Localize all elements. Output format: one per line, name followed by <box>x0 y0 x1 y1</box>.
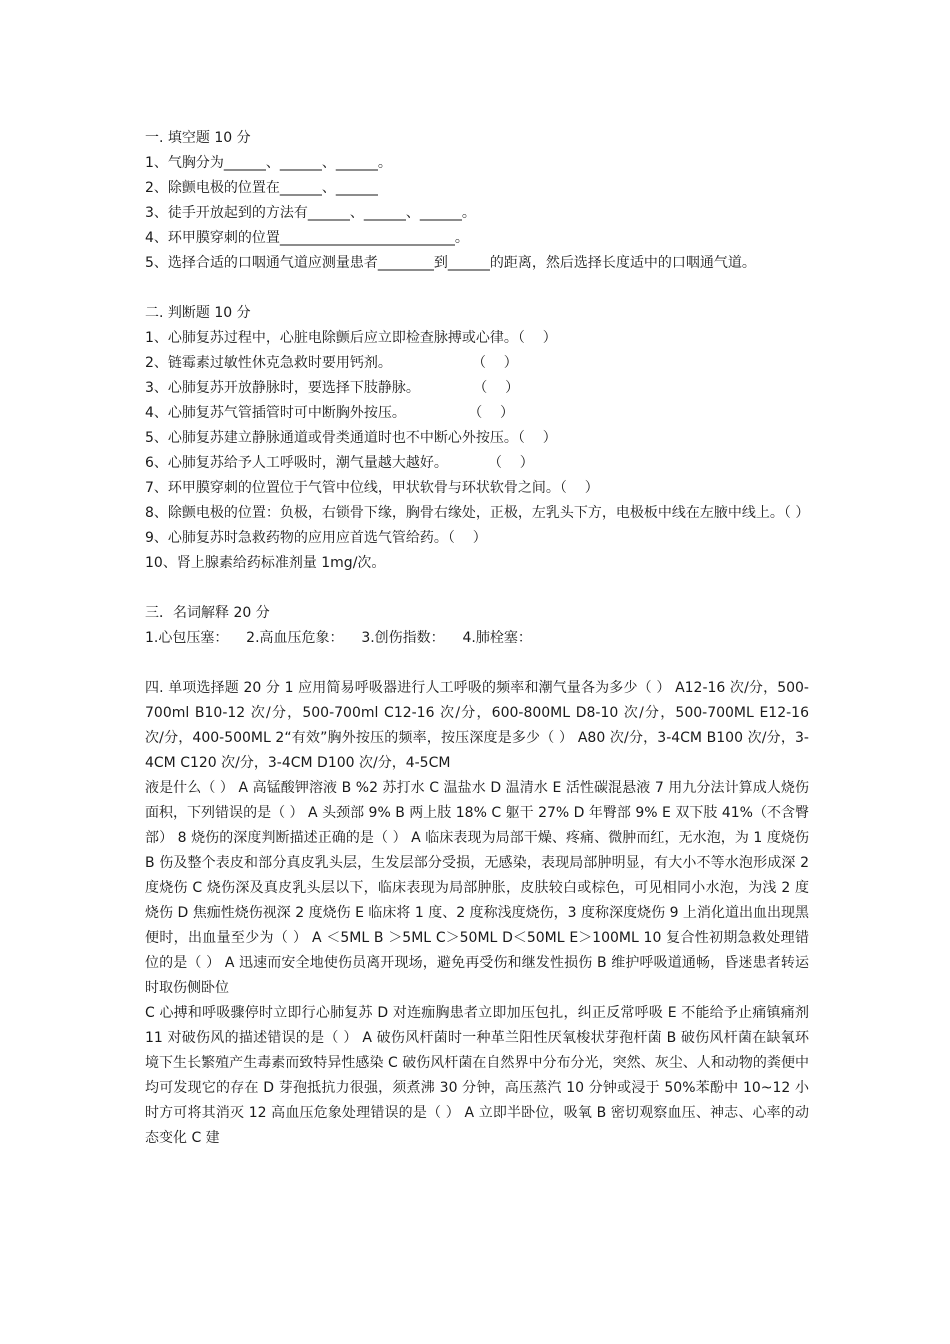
true-false-item-8: 8、除颤电极的位置：负极，右锁骨下缘，胸骨右缘处，正极，左乳头下方，电极板中线在左腋中线上。（ ） <box>145 505 810 521</box>
section4-paragraph-2: 液是什么（ ） A 高锰酸钾溶液 B %2 苏打水 C 温盐水 D 温清水 E 活性碳混悬液 7 用九分法计算成人烧伤面积，下列错误的是（ ） A 头颈部 9% B 两上肢 18% C 躯干 27% D 年臀部 9% E 双下肢 41%（不含臀部） 8 烧伤的深度判断描述正确的是（ ） A 临床表现为局部干燥、疼痛、微肿而红，无水泡，为 1 度烧伤 B 伤及整个表皮和部分真皮乳头层，生发层部分受损，无感染，表现局部肿明显，有大小不等水泡形成深 2 度烧伤 C 烧伤深及真皮乳头层以下，临床表现为局部肿胀，皮肤较白或棕色，可见相同小水泡，为浅 2 度烧伤 D 焦痂性烧伤视深 2 度烧伤 E 临床将 1 度、2 度称浅度烧伤，3 度称深度烧伤 9 上消化道出血出现黑便时，出血量至少为（ ） A ＜5ML B ＞5ML C＞50ML D＜50ML E＞100ML 10 复合性初期急救处理错位的是（ ） A 迅速而安全地使伤员离开现场，避免再受伤和继发性损伤 B 维护呼吸道通畅，昏迷患者转运时取伤侧卧位 <box>145 780 809 996</box>
section3-title: 三．名词解释 20 分 <box>145 605 270 621</box>
fill-blank-item-5: 5、选择合适的口咽通气道应测量患者________到______的距离，然后选择长度适中的口咽通气道。 <box>145 255 756 271</box>
fill-blank-item-1: 1、气胸分为______、______、______。 <box>145 155 392 171</box>
spacer <box>145 576 809 601</box>
spacer <box>145 276 809 301</box>
true-false-item-2: 2、链霉素过敏性休克急救时要用钙剂。 （ ） <box>145 355 518 371</box>
spacer <box>145 651 809 676</box>
true-false-item-3: 3、心肺复苏开放静脉时，要选择下肢静脉。 （ ） <box>145 380 520 396</box>
term-list: 1.心包压塞： 2.高血压危象： 3.创伤指数： 4.肺栓塞： <box>145 630 532 646</box>
exam-content <box>145 126 809 1151</box>
true-false-item-10: 10、肾上腺素给药标准剂量 1mg/次。 <box>145 555 386 571</box>
section2-title: 二. 判断题 10 分 <box>145 305 251 321</box>
true-false-item-9: 9、心肺复苏时急救药物的应用应首选气管给药。（ ） <box>145 530 487 546</box>
fill-blank-item-2: 2、除颤电极的位置在______、______ <box>145 180 378 196</box>
section4-paragraph-3: C 心搏和呼吸骤停时立即行心肺复苏 D 对连痂胸患者立即加压包扎，纠正反常呼吸 E 不能给予止痛镇痛剂 11 对破伤风的描述错误的是（ ） A 破伤风杆菌时一种革兰阳性厌氧梭状芽孢杆菌 B 破伤风杆菌在缺氧环境下生长繁殖产生毒素而致特异性感染 C 破伤风杆菌在自然界中分布分光，突然、灰尘、人和动物的粪便中均可发现它的存在 D 芽孢抵抗力很强，须煮沸 30 分钟，高压蒸汽 10 分钟或浸于 50%苯酚中 10~12 小时方可将其消灭 12 高血压危象处理错误的是（ ） A 立即半卧位，吸氧 B 密切观察血压、神志、心率的动态变化 C 建 <box>145 1005 809 1146</box>
fill-blank-item-4: 4、环甲膜穿刺的位置_________________________。 <box>145 230 469 246</box>
section4-paragraph-1: 四. 单项选择题 20 分 1 应用简易呼吸器进行人工呼吸的频率和潮气量各为多少（ ） A12-16 次/分，500-700ml B10-12 次/分，500-700ml C12-16 次/分，600-800ML D8-10 次/分，500-700ML E12-16 次/分，400-500ML 2“有效”胸外按压的频率，按压深度是多少（ ） A80 次/分，3-4CM B100 次/分，3-4CM C120 次/分，3-4CM D100 次/分，4-5CM <box>145 680 809 771</box>
fill-blank-item-3: 3、徒手开放起到的方法有______、______、______。 <box>145 205 476 221</box>
true-false-item-6: 6、心肺复苏给予人工呼吸时，潮气量越大越好。 （ ） <box>145 455 534 471</box>
true-false-item-7: 7、环甲膜穿刺的位置位于气管中位线，甲状软骨与环状软骨之间。（ ） <box>145 480 599 496</box>
section1-title: 一. 填空题 10 分 <box>145 130 251 146</box>
true-false-item-4: 4、心肺复苏气管插管时可中断胸外按压。 （ ） <box>145 405 515 421</box>
true-false-item-5: 5、心肺复苏建立静脉通道或骨类通道时也不中断心外按压。（ ） <box>145 430 557 446</box>
true-false-item-1: 1、心肺复苏过程中，心脏电除颤后应立即检查脉搏或心律。（ ） <box>145 330 557 346</box>
